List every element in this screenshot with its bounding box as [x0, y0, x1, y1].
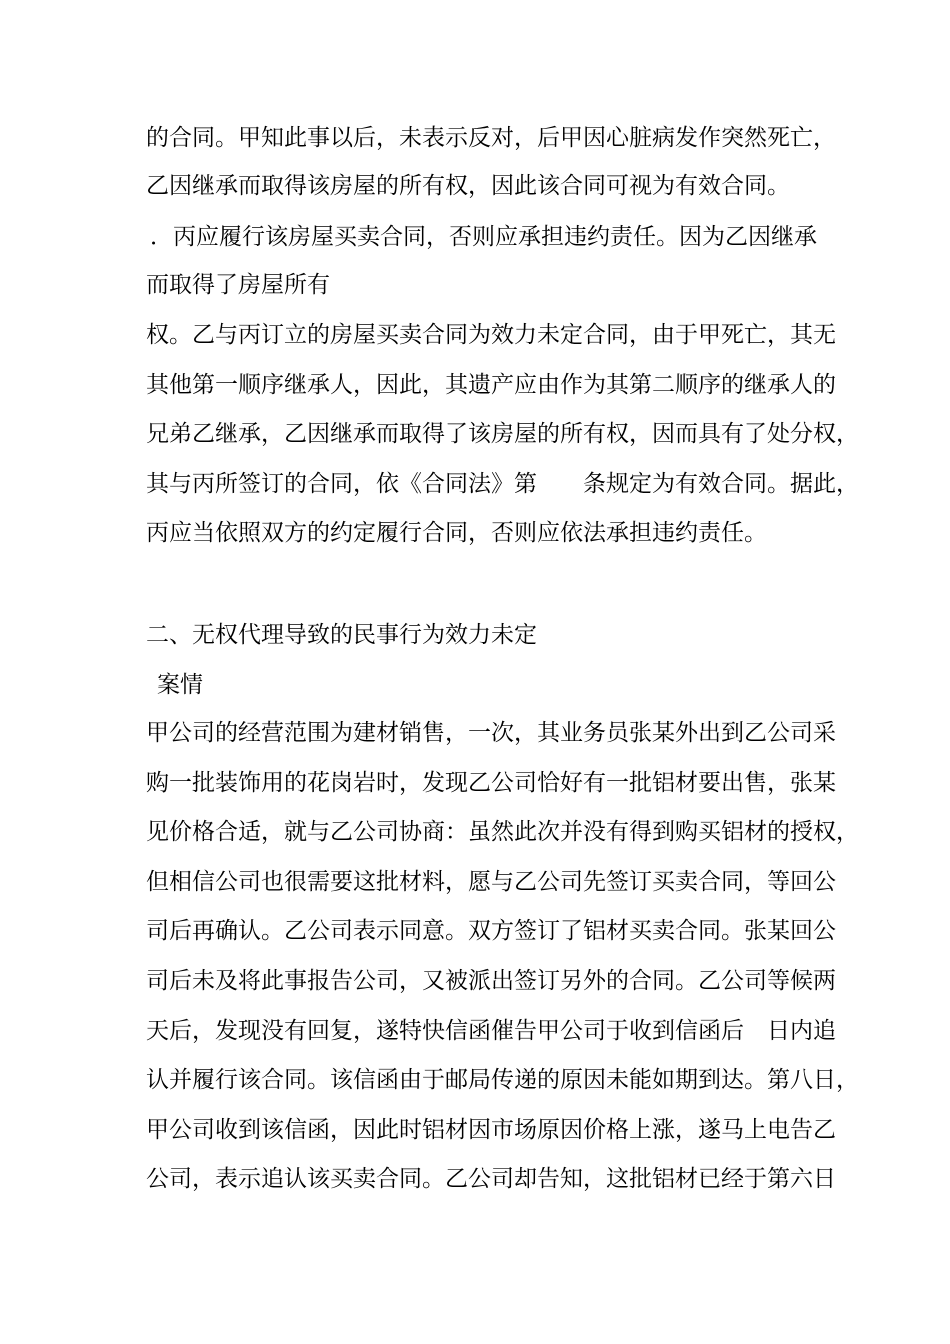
paragraph-line: 见价格合适，就与乙公司协商：虽然此次并没有得到购买铝材的授权，: [146, 819, 859, 845]
paragraph-line: 甲公司收到该信函，因此时铝材因市场原因价格上涨，遂马上电告乙: [146, 1117, 836, 1143]
subheading: 案情: [157, 672, 203, 698]
paragraph-line: 公司，表示追认该买卖合同。乙公司却告知，这批铝材已经于第六日: [146, 1166, 836, 1192]
paragraph-line: 司后再确认。乙公司表示同意。双方签订了铝材买卖合同。张某回公: [146, 918, 836, 944]
paragraph-line: 权。乙与丙订立的房屋买卖合同为效力未定合同，由于甲死亡，其无: [146, 322, 836, 348]
paragraph-line: 乙因继承而取得该房屋的所有权，因此该合同可视为有效合同。: [146, 173, 790, 199]
paragraph-line: 其他第一顺序继承人，因此，其遗产应由作为其第二顺序的继承人的: [146, 372, 836, 398]
paragraph-line: 甲公司的经营范围为建材销售，一次，其业务员张某外出到乙公司采: [146, 720, 836, 746]
paragraph-line: 兄弟乙继承，乙因继承而取得了该房屋的所有权，因而具有了处分权，: [146, 421, 859, 447]
paragraph-line: 的合同。甲知此事以后，未表示反对，后甲因心脏病发作突然死亡，: [146, 125, 836, 151]
list-item-line: ．丙应履行该房屋买卖合同，否则应承担违约责任。因为乙因继承: [150, 224, 817, 250]
paragraph-line: 司后未及将此事报告公司，又被派出签订另外的合同。乙公司等候两: [146, 968, 836, 994]
paragraph-line: 认并履行该合同。该信函由于邮局传递的原因未能如期到达。第八日，: [146, 1067, 859, 1093]
paragraph-line: 天后，发现没有回复，遂特快信函催告甲公司于收到信函后 日内追: [146, 1018, 836, 1044]
paragraph-line: 但相信公司也很需要这批材料，愿与乙公司先签订买卖合同，等回公: [146, 869, 836, 895]
paragraph-line: 购一批装饰用的花岗岩时，发现乙公司恰好有一批铝材要出售，张某: [146, 770, 836, 796]
paragraph-line: 其与丙所签订的合同，依《合同法》第 条规定为有效合同。据此，: [146, 471, 859, 497]
paragraph-line: 而取得了房屋所有: [146, 272, 330, 298]
paragraph-line: 丙应当依照双方的约定履行合同，否则应依法承担违约责任。: [146, 520, 767, 546]
section-heading: 二、无权代理导致的民事行为效力未定: [146, 622, 537, 648]
